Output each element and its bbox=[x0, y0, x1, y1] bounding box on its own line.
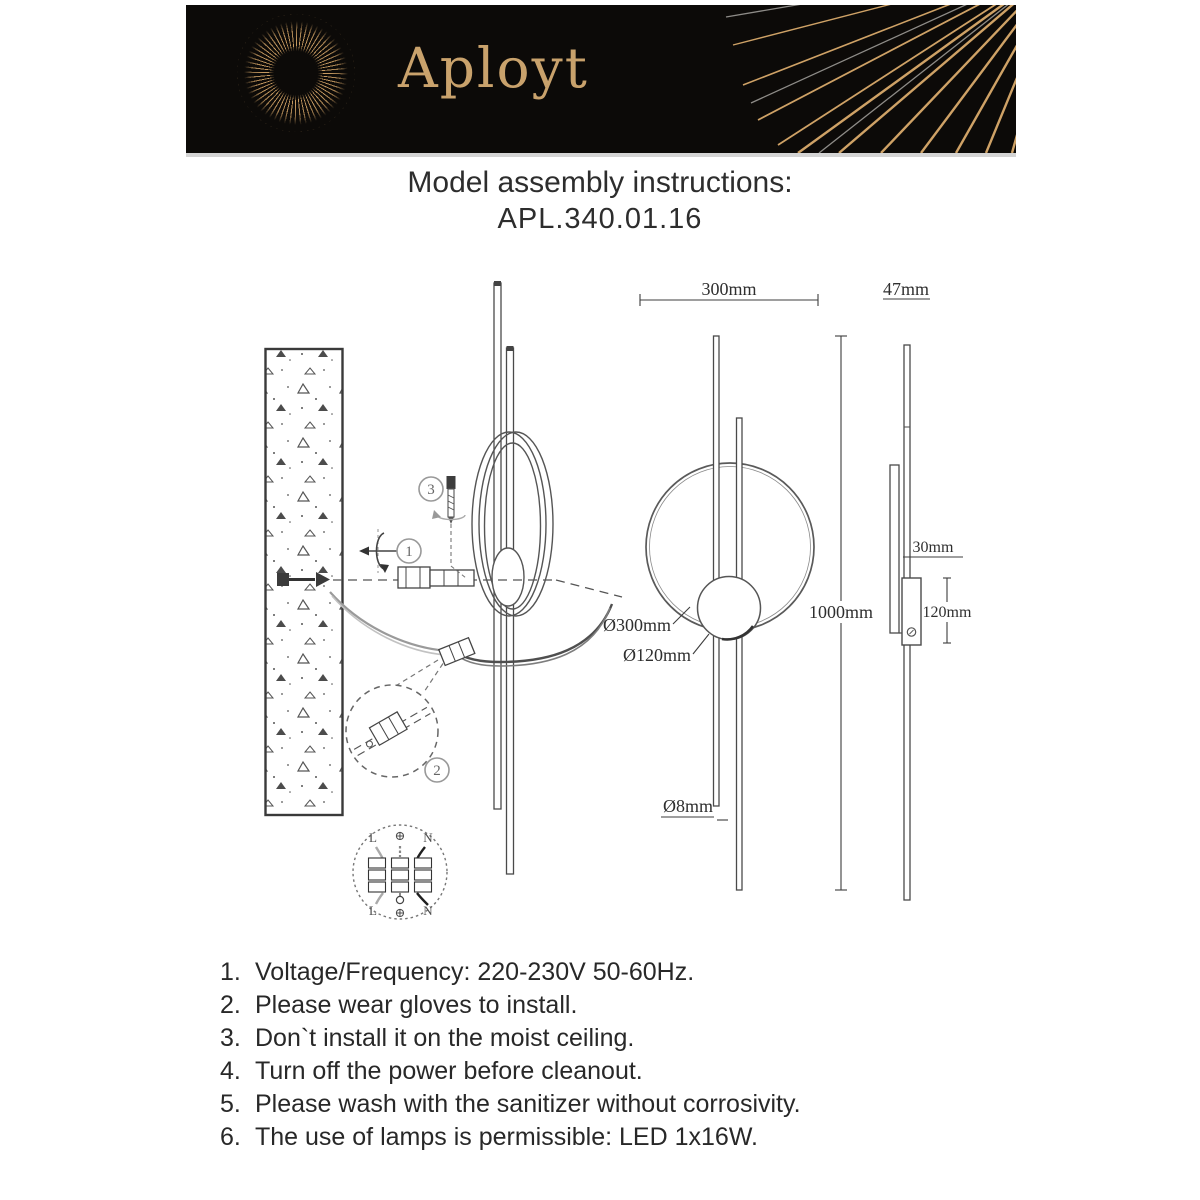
dim-depth-label: 47mm bbox=[882, 279, 930, 299]
technical-drawings bbox=[200, 250, 1040, 950]
side-view bbox=[883, 279, 973, 900]
dim-ring-label: Ø300mm bbox=[602, 615, 671, 635]
sunburst-logo-icon bbox=[237, 14, 355, 132]
callout-3 bbox=[419, 476, 466, 578]
dim-offset-label: 30mm bbox=[912, 539, 954, 556]
wire-earth-top-icon: ⊕ bbox=[394, 828, 406, 843]
callout-2 bbox=[425, 758, 449, 782]
brand-name: Aployt bbox=[398, 36, 589, 100]
instruction-list bbox=[220, 956, 1040, 1154]
item-text: Please wash with the sanitizer without corrosivity. bbox=[255, 1090, 801, 1118]
lamp-sphere bbox=[492, 548, 524, 606]
list-item bbox=[220, 1055, 1040, 1088]
item-number: 1. bbox=[220, 958, 241, 986]
wire-earth-bottom-icon: ⊕ bbox=[394, 905, 406, 920]
dim-sphere-label: Ø120mm bbox=[622, 645, 691, 665]
list-item bbox=[220, 956, 1040, 989]
item-text: The use of lamps is permissible: LED 1x16W. bbox=[255, 1123, 758, 1151]
front-view bbox=[603, 279, 877, 890]
item-text: Turn off the power before cleanout. bbox=[255, 1057, 643, 1085]
list-item bbox=[220, 989, 1040, 1022]
installation-view bbox=[266, 281, 623, 920]
callout-1-label: 1 bbox=[405, 544, 413, 560]
item-text: Please wear gloves to install. bbox=[255, 991, 578, 1019]
dim-rod-label: Ø8mm bbox=[663, 796, 714, 816]
item-number: 5. bbox=[220, 1090, 241, 1118]
dim-height-label: 1000mm bbox=[808, 602, 874, 622]
item-text: Voltage/Frequency: 220-230V 50-60Hz. bbox=[255, 958, 695, 986]
front-rod-short bbox=[737, 418, 743, 890]
model-number: APL.340.01.16 bbox=[497, 203, 703, 235]
terminal-detail-circle bbox=[346, 685, 438, 777]
list-item bbox=[220, 1088, 1040, 1121]
side-ring bbox=[890, 465, 899, 633]
wiring-detail-circle bbox=[353, 825, 447, 920]
callout-3-label: 3 bbox=[427, 482, 435, 498]
list-item bbox=[220, 1121, 1040, 1154]
item-number: 3. bbox=[220, 1024, 241, 1052]
wire-neutral-top-label: N bbox=[423, 830, 433, 845]
wire-live-top-label: L bbox=[369, 830, 377, 845]
item-number: 4. bbox=[220, 1057, 241, 1085]
dim-width-label: 300mm bbox=[701, 279, 757, 299]
item-text: Don`t install it on the moist ceiling. bbox=[255, 1024, 635, 1052]
rays-decoration-icon bbox=[676, 5, 1016, 153]
wire-live-bottom-label: L bbox=[369, 903, 377, 918]
list-item bbox=[220, 1022, 1040, 1055]
callout-2-label: 2 bbox=[433, 763, 441, 779]
brand-banner bbox=[186, 5, 1016, 157]
item-number: 2. bbox=[220, 991, 241, 1019]
page-title: Model assembly instructions: bbox=[407, 166, 793, 199]
front-rod-long bbox=[714, 336, 720, 806]
wire-neutral-bottom-label: N bbox=[423, 903, 433, 918]
terminal-block bbox=[369, 858, 432, 892]
dim-mount-label: 120mm bbox=[922, 604, 972, 621]
item-number: 6. bbox=[220, 1123, 241, 1151]
